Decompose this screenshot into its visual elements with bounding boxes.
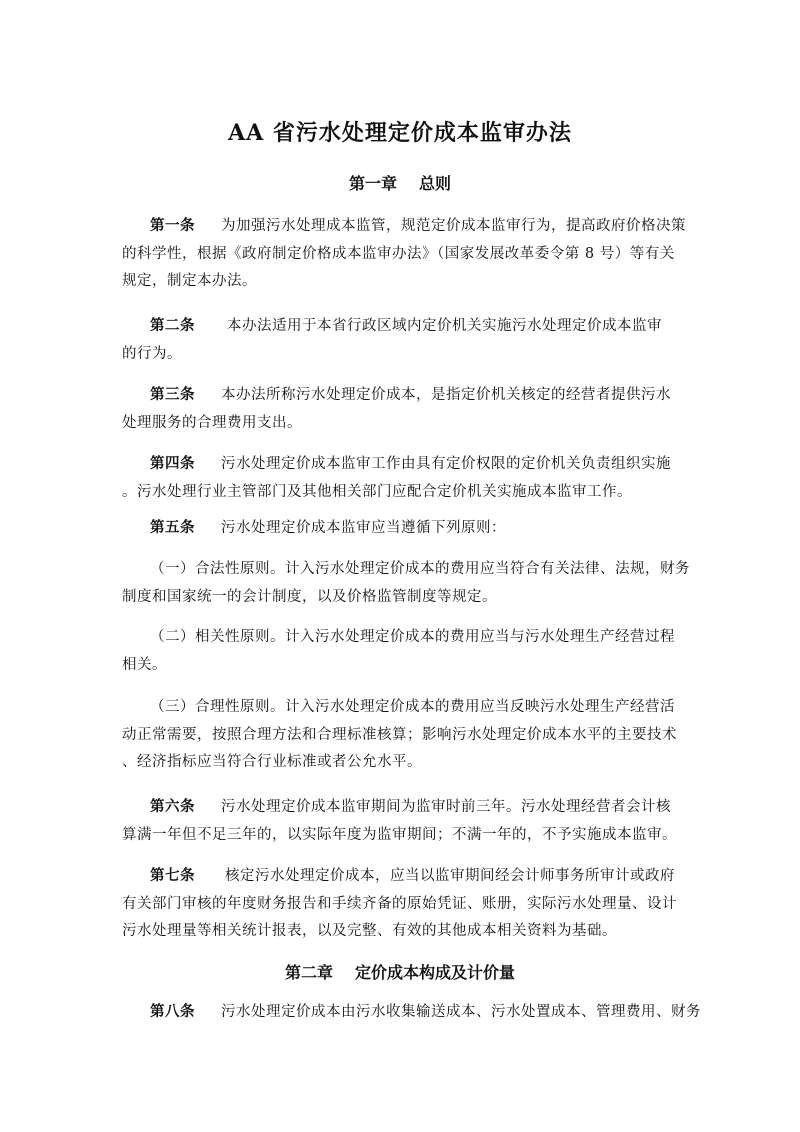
article-text: 算满一年但不足三年的，以实际年度为监审期间；不满一年的，不予实施成本监审。	[122, 826, 677, 843]
article-text: 规定，制定本办法。	[122, 273, 257, 289]
article-text: 本办法所称污水处理定价成本，是指定价机关核定的经营者提供污水	[221, 387, 671, 403]
article-3	[122, 381, 688, 437]
article-8	[122, 998, 701, 1027]
article-text: 处理服务的合理费用支出。	[122, 414, 302, 431]
article-2	[122, 312, 688, 368]
principle-text: 相关。	[122, 656, 167, 673]
principle-2	[122, 624, 688, 679]
principle-text: （三）合理性原则。计入污水处理定价成本的费用应当反映污水处理生产经营活	[150, 699, 675, 715]
article-label: 第七条	[150, 867, 195, 884]
document-title: AA 省污水处理定价成本监审办法	[228, 120, 572, 146]
article-text: 有关部门审核的年度财务报告和手续齐备的原始凭证、账册，实际污水处理量、设计	[122, 895, 677, 912]
article-5	[122, 514, 688, 543]
article-text: 污水处理定价成本监审期间为监审时前三年。污水处理经营者会计核	[221, 799, 671, 815]
article-label: 第二条	[150, 317, 195, 334]
chapter-name: 定价成本构成及计价量	[355, 963, 516, 982]
article-1	[122, 212, 688, 296]
article-text: 。污水处理行业主管部门及其他相关部门应配合定价机关实施成本监审工作。	[122, 483, 632, 500]
chapter-number: 第二章	[284, 963, 333, 982]
article-text: 本办法适用于本省行政区域内定价机关实施污水处理定价成本监审	[227, 318, 662, 334]
chapter-name: 总则	[419, 174, 452, 193]
principle-text: （二）相关性原则。计入污水处理定价成本的费用应当与污水处理生产经营过程	[150, 629, 675, 645]
principle-text: 、经济指标应当符合行业标准或者公允水平。	[122, 754, 422, 770]
article-label: 第四条	[150, 455, 195, 472]
chapter-number: 第一章	[348, 174, 397, 193]
article-text: 污水处理量等相关统计报表，以及完整、有效的其他成本相关资料为基础。	[122, 923, 617, 939]
article-text: 的行为。	[122, 345, 182, 362]
chapter-heading-1	[0, 171, 800, 194]
principle-1	[122, 556, 688, 611]
article-text: 污水处理定价成本监审工作由具有定价权限的定价机关负责组织实施	[221, 456, 671, 472]
principle-text: 制度和国家统一的会计制度，以及价格监管制度等规定。	[122, 588, 497, 605]
article-4	[122, 450, 688, 506]
chapter-heading-2	[0, 960, 800, 983]
article-label: 第一条	[150, 217, 195, 234]
article-7	[122, 862, 688, 946]
article-text: 为加强污水处理成本监管，规范定价成本监审行为，提高政府价格决策	[221, 218, 686, 234]
article-text: 污水处理定价成本由污水收集输送成本、污水处置成本、管理费用、财务	[221, 1004, 701, 1020]
article-text: 污水处理定价成本监审应当遵循下列原则：	[221, 520, 506, 536]
article-label: 第三条	[150, 386, 195, 403]
article-6	[122, 793, 688, 849]
principle-3	[122, 694, 688, 777]
article-text: 核定污水处理定价成本，应当以监审期间经会计师事务所审计或政府	[225, 868, 675, 884]
article-label: 第五条	[150, 519, 195, 536]
principle-text: 动正常需要，按照合理方法和合理标准核算；影响污水处理定价成本水平的主要技术	[122, 726, 677, 743]
article-label: 第六条	[150, 798, 195, 815]
article-text: 的科学性，根据《政府制定价格成本监审办法》（国家发展改革委令第 8 号）等有关	[122, 245, 675, 262]
article-label: 第八条	[150, 1003, 195, 1020]
principle-text: （一）合法性原则。计入污水处理定价成本的费用应当符合有关法律、法规，财务	[150, 561, 690, 577]
